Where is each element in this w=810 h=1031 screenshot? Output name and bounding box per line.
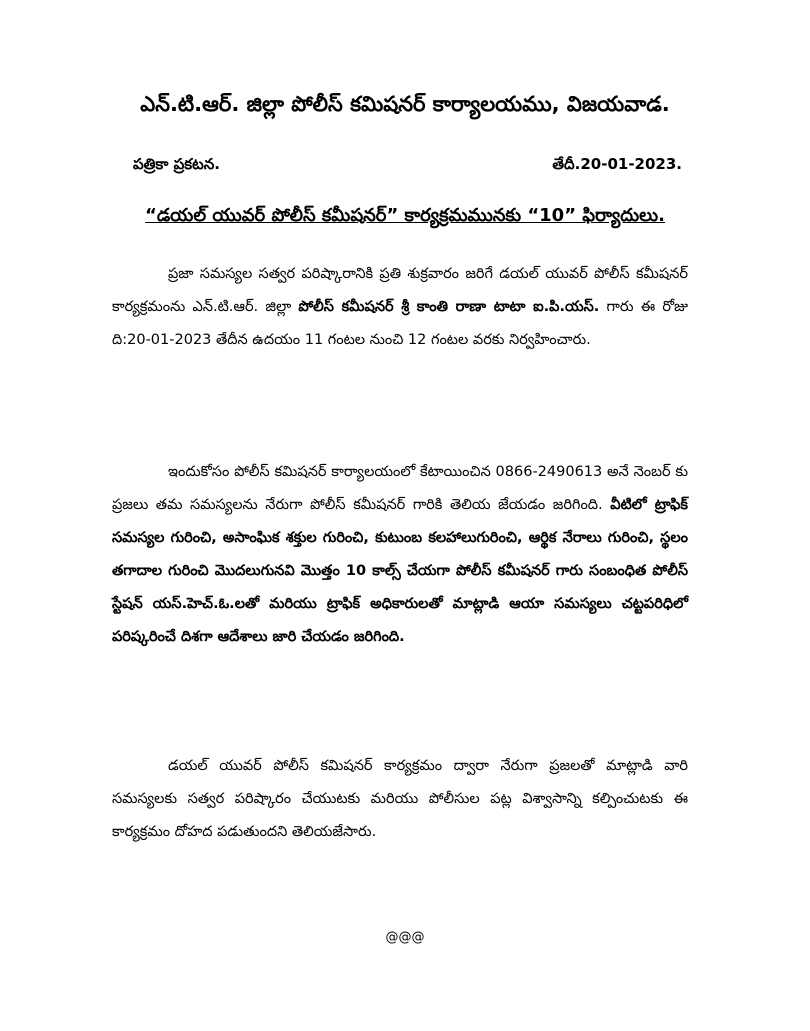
office-title: ఎన్.టి.ఆర్. జిల్లా పోలీస్ కమిషనర్ కార్యాలయము, విజయవాడ. (140, 92, 670, 116)
paragraph-1-text-a: ప్రజా సమస్యల సత్వర పరిష్కారానికి ప్రతి శుక్రవారం జరిగే డయల్ యువర్ పోలీస్ కమీషనర్ కార్యక్రమంను ఎన్.టి.ఆర్. జిల్లా (112, 266, 688, 315)
end-mark: @@@ (385, 930, 425, 945)
release-date: తేదీ.20-01-2023. (552, 155, 682, 173)
paragraph-2-bold-text: వీటిలో ట్రాఫిక్ సమస్యల గురించి, అసాంఘిక శక్తుల గురించి, కుటుంబ కలహాలుగురించి, ఆర్థిక నేరాలు గురించి, స్థలం తగాదాల గురించి మొదలుగునవి మొత్తం 10 కాల్స్ చేయగా పోలీస్ కమీషనర్ గారు సంబంధిత పోలీస్ స్టేషన్ యస్.హెచ్.ఓ.లతో మరియు ట్రాఫిక్ అధికారులతో మాట్లాడి ఆయా సమస్యలు చట్టపరిధిలో పరిష్కరించే దిశగా ఆదేశాలు జారి చేయడం జరిగింది. (112, 497, 689, 645)
paragraph-2 (112, 456, 688, 654)
paragraph-3: డయల్ యువర్ పోలీస్ కమిషనర్ కార్యక్రమం ద్వారా నేరుగా ప్రజలతో మాట్లాడి వారి సమస్యలకు సత్వర పరిష్కారం చేయుటకు మరియు పోలీసుల పట్ల విశ్వాసాన్ని కల్పించుటకు ఈ కార్యక్రమం దోహద పడుతుందని తెలియజేసారు. (112, 758, 688, 840)
paragraph-1-text-b: గారు ఈ రోజు ది:20-01-2023 తేదీన ఉదయం 11 గంటల నుంచి 12 గంటల వరకు నిర్వహించారు. (112, 299, 689, 348)
paragraph-1 (112, 258, 688, 357)
commissioner-name: పోలీస్ కమీషనర్ శ్రీ కాంతి రాణా టాటా ఐ.పి.యస్. (298, 299, 600, 315)
press-release-label: పత్రికా ప్రకటన. (133, 155, 220, 173)
headline: “డయల్ యువర్ పోలీస్ కమీషనర్” కార్యక్రమమునకు “10” ఫిర్యాదులు. (145, 205, 665, 226)
paragraph-2-text-a: ఇందుకోసం పోలీస్ కమిషనర్ కార్యాలయంలో కేటాయించిన 0866-2490613 అనే నెంబర్ కు ప్రజలు తమ సమస్యలను నేరుగా పోలీస్ కమీషనర్ గారికి తెలియ జేయడం జరిగింది. (112, 464, 688, 513)
